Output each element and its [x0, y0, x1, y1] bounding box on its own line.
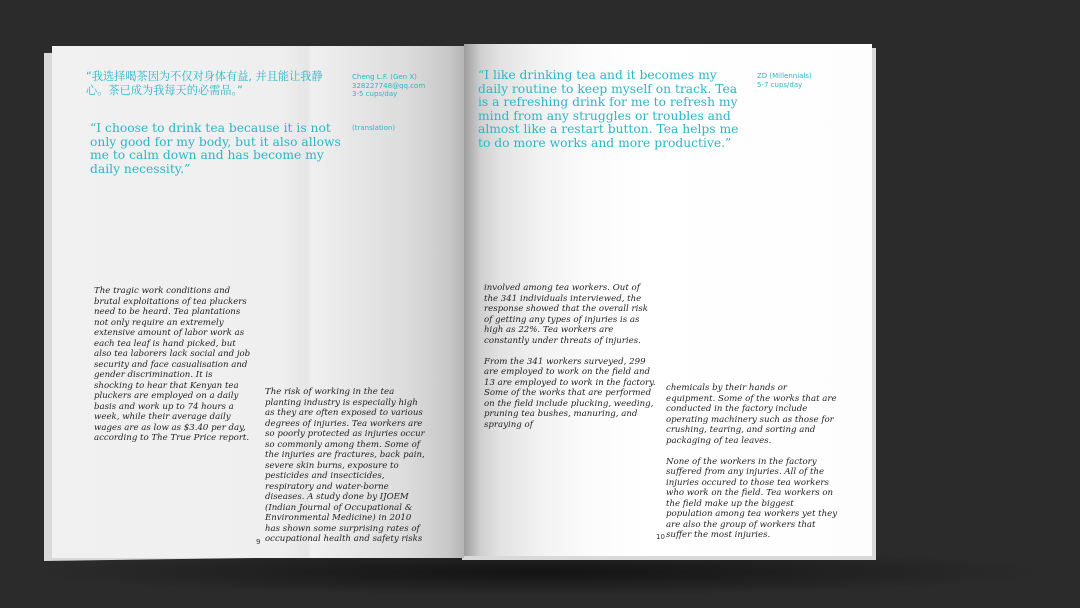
- body-column-2: [666, 383, 838, 541]
- author-name: ZD (Millennials): [757, 72, 812, 80]
- body-column-1: [94, 286, 254, 444]
- body-paragraph: From the 341 workers surveyed, 299 are employed to work on the field and 13 are employed to work in the factory. Some of the works that are performed on the field include plucking, weeding, pruning tea bushes, manuring, and spraying of: [484, 356, 656, 430]
- translated-quote: “I choose to drink tea because it is not only good for my body, but it also allows me to calm down and has become my daily necessity.”: [90, 121, 341, 176]
- right-page: [464, 44, 872, 556]
- author-name: Cheng L.F. (Gen X): [352, 73, 417, 81]
- body-paragraph: involved among tea workers. Out of the 341 individuals interviewed, the response showed that the overall risk of getting any types of injuries is as high as 22%. Tea workers are constantly under threats of injuries.: [484, 283, 648, 346]
- left-page: [52, 46, 464, 558]
- author-email: 328227748@qq.com: [352, 81, 426, 90]
- page-number: 9: [256, 538, 261, 546]
- author-cups: 3-5 cups/day: [352, 90, 398, 99]
- body-column-2: [265, 387, 425, 545]
- author-info: [352, 73, 425, 99]
- translation-note: (translation): [352, 124, 396, 132]
- quote: “I like drinking tea and it becomes my daily routine to keep myself on track. Tea is a refreshing drink for me to refresh my mind from any struggles or troubles and almost like a restart button. Tea helps me to do more works and more productive.”: [478, 68, 739, 150]
- body-column-1: [484, 283, 656, 430]
- body-paragraph: The risk of working in the tea planting industry is especially high as they are often exposed to various degrees of injuries. Tea workers are so poorly protected as injuries occur so commonly among them. Some of the injuries are fractures, back pain, severe skin burns, exposure to pesticides and insecticides, respiratory and water-borne diseases. A study done by IJOEM (Indian Journal of Occupational & Environmental Medicine) in 2010 has shown some surprising rates of occupational health and safety risks: [265, 387, 425, 544]
- author-cups: 5-7 cups/day: [757, 80, 803, 89]
- body-paragraph: chemicals by their hands or equipment. Some of the works that are conducted in the factory include operating machinery such as those for crushing, tearing, and sorting and packaging of tea leaves.: [666, 383, 837, 446]
- author-info: [757, 72, 812, 89]
- page-number: 10: [656, 533, 665, 541]
- body-paragraph: None of the workers in the factory suffered from any injuries. All of the injuries occured to those tea workers who work on the field. Tea workers on the field make up the biggest population among tea workers yet they are also the group of workers that suffer the most injuries.: [666, 456, 838, 540]
- chinese-quote: “我选择喝茶因为不仅对身体有益, 并且能让我静心。茶已成为我每天的必需品。”: [86, 70, 323, 97]
- body-paragraph: The tragic work conditions and brutal exploitations of tea pluckers need to be heard. Tea plantations not only require an extremely extensive amount of labor work as each tea leaf is hand picked, but also tea laborers lack social and job security and face casualisation and gender discrimination. It is shocking to hear that Kenyan tea pluckers are employed on a daily basis and work up to 74 hours a week, while their average daily wages are as low as $3.40 per day, according to The True Price report.: [94, 286, 251, 443]
